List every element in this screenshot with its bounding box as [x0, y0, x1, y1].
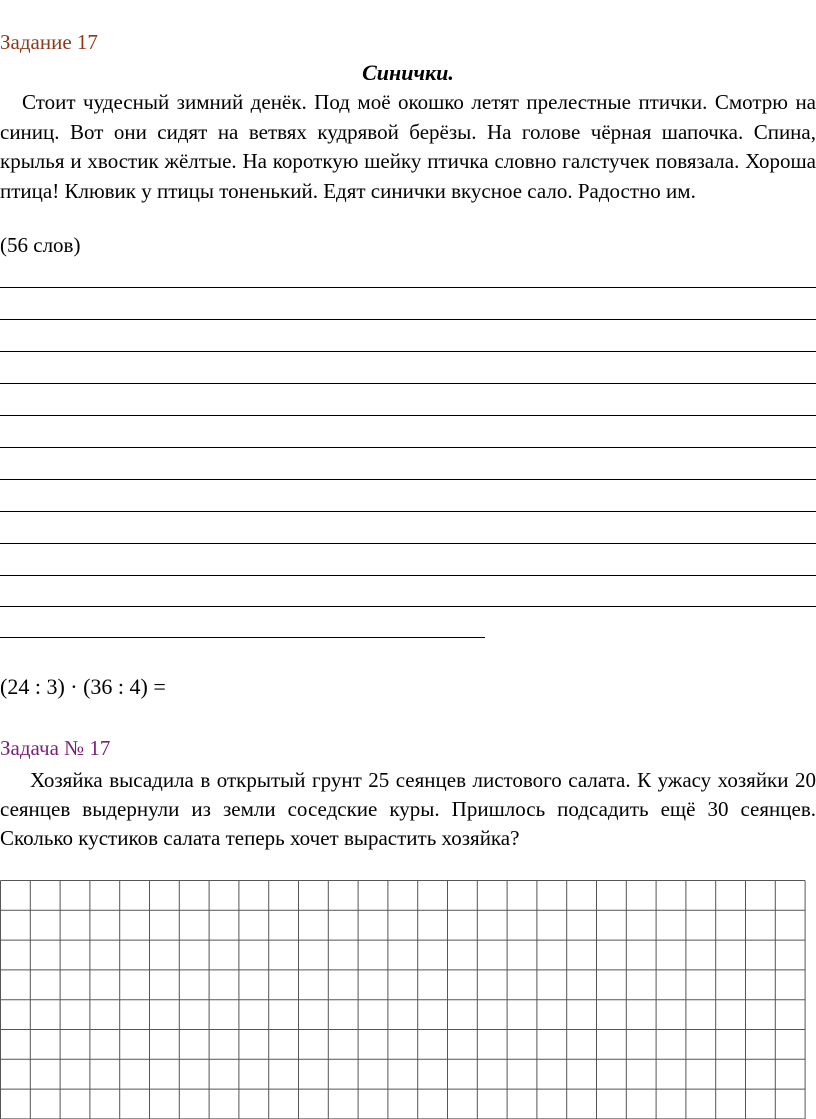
- writing-line: [0, 383, 816, 384]
- answer-grid[interactable]: [0, 880, 816, 1119]
- writing-line: [0, 287, 816, 288]
- writing-line: [0, 637, 485, 638]
- story-text: Стоит чудесный зимний денёк. Под моё окошко летят прелестные птички. Смотрю на синиц. Вот они сидят на ветвях кудрявой берёзы. На голове чёрная шапочка. Спина, крылья и хвостик жёлтые. На короткую шейку птичка словно галстучек повязала. Хороша птица! Клювик у птицы тоненький. Едят синички вкусное сало. Радостно им.: [0, 90, 816, 203]
- writing-line: [0, 319, 816, 320]
- word-count: (56 слов): [0, 233, 81, 257]
- writing-line: [0, 511, 816, 512]
- writing-line: [0, 479, 816, 480]
- writing-line: [0, 543, 816, 544]
- task-heading: Задание 17: [0, 30, 98, 54]
- problem-text: Хозяйка высадила в открытый грунт 25 сеянцев листового салата. К ужасу хозяйки 20 сеянцев выдернули из земли соседские куры. Пришлось подсадить ещё 30 сеянцев. Сколько кустиков салата теперь хочет вырастить хозяйка?: [0, 768, 816, 850]
- writing-line: [0, 447, 816, 448]
- story-title: Синички.: [362, 60, 454, 85]
- writing-line: [0, 575, 816, 576]
- writing-line: [0, 606, 816, 607]
- problem-heading: Задача № 17: [0, 736, 111, 760]
- writing-line: [0, 415, 816, 416]
- writing-line: [0, 351, 816, 352]
- math-expression: (24 : 3) · (36 : 4) =: [0, 674, 166, 699]
